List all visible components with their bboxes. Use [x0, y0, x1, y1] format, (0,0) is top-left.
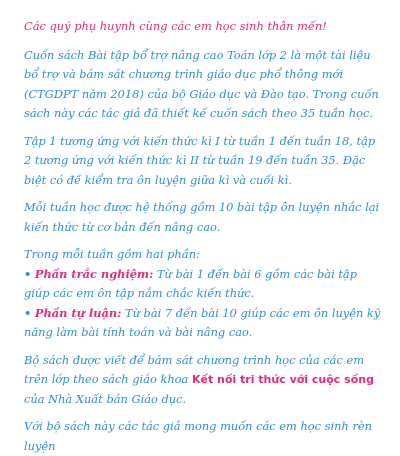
bullet-marker: •	[24, 266, 32, 281]
essay-label: Phần tự luận:	[34, 305, 122, 320]
multiple-choice-label: Phần trắc nghiệm:	[34, 266, 154, 281]
closing-paragraph: Với bộ sách này các tác giả mong muốn các em học sinh rèn luyện	[24, 419, 372, 453]
textbook-series-title: Kết nối tri thức với cuộc sống	[191, 373, 374, 386]
bullet-marker: •	[24, 305, 32, 320]
textbook-paragraph	[24, 351, 382, 410]
textbook-text-after: của Nhà Xuất bản Giáo dục.	[24, 391, 187, 406]
weekly-structure-paragraph: Mỗi tuần học được hệ thống gồm 10 bài tập ôn luyện nhắc lại kiến thức từ cơ bản đến nâng cao.	[24, 200, 380, 234]
greeting-line: Các quý phụ huynh cùng các em học sinh thân mến!	[24, 19, 327, 33]
bullet-multiple-choice	[24, 265, 382, 304]
volumes-paragraph: Tập 1 tương ứng với kiến thức kì I từ tuần 1 đến tuần 18, tập 2 tương ứng với kiến thức kì II từ tuần 19 đến tuần 35. Đặc biệt có đề kiểm tra ôn luyện giữa kì và cuối kì.	[24, 133, 376, 187]
multiple-choice-text: Từ bài 1 đến bài 6 gồm các bài tập giúp các em ôn tập nắm chắc kiến thức.	[24, 266, 358, 300]
essay-text: Từ bài 7 đến bài 10 giúp các em ôn luyện kỹ năng làm bài tính toán và bài nâng cao.	[24, 305, 381, 339]
bullet-essay	[24, 304, 382, 343]
two-parts-heading: Trong mỗi tuần gồm hai phần:	[24, 247, 200, 261]
textbook-text-before: Bộ sách được viết để bám sát chương trình học của các em trên lớp theo sách giáo khoa	[24, 352, 365, 386]
intro-paragraph: Cuốn sách Bài tập bổ trợ nâng cao Toán lớp 2 là một tài liệu bổ trợ và bám sát chương trình giáo dục phổ thông mới (CTGDPT năm 2018) của bộ Giáo dục và Đào tạo. Trong cuốn sách này các tác giả đã thiết kế cuốn sách theo 35 tuần học.	[24, 47, 379, 120]
